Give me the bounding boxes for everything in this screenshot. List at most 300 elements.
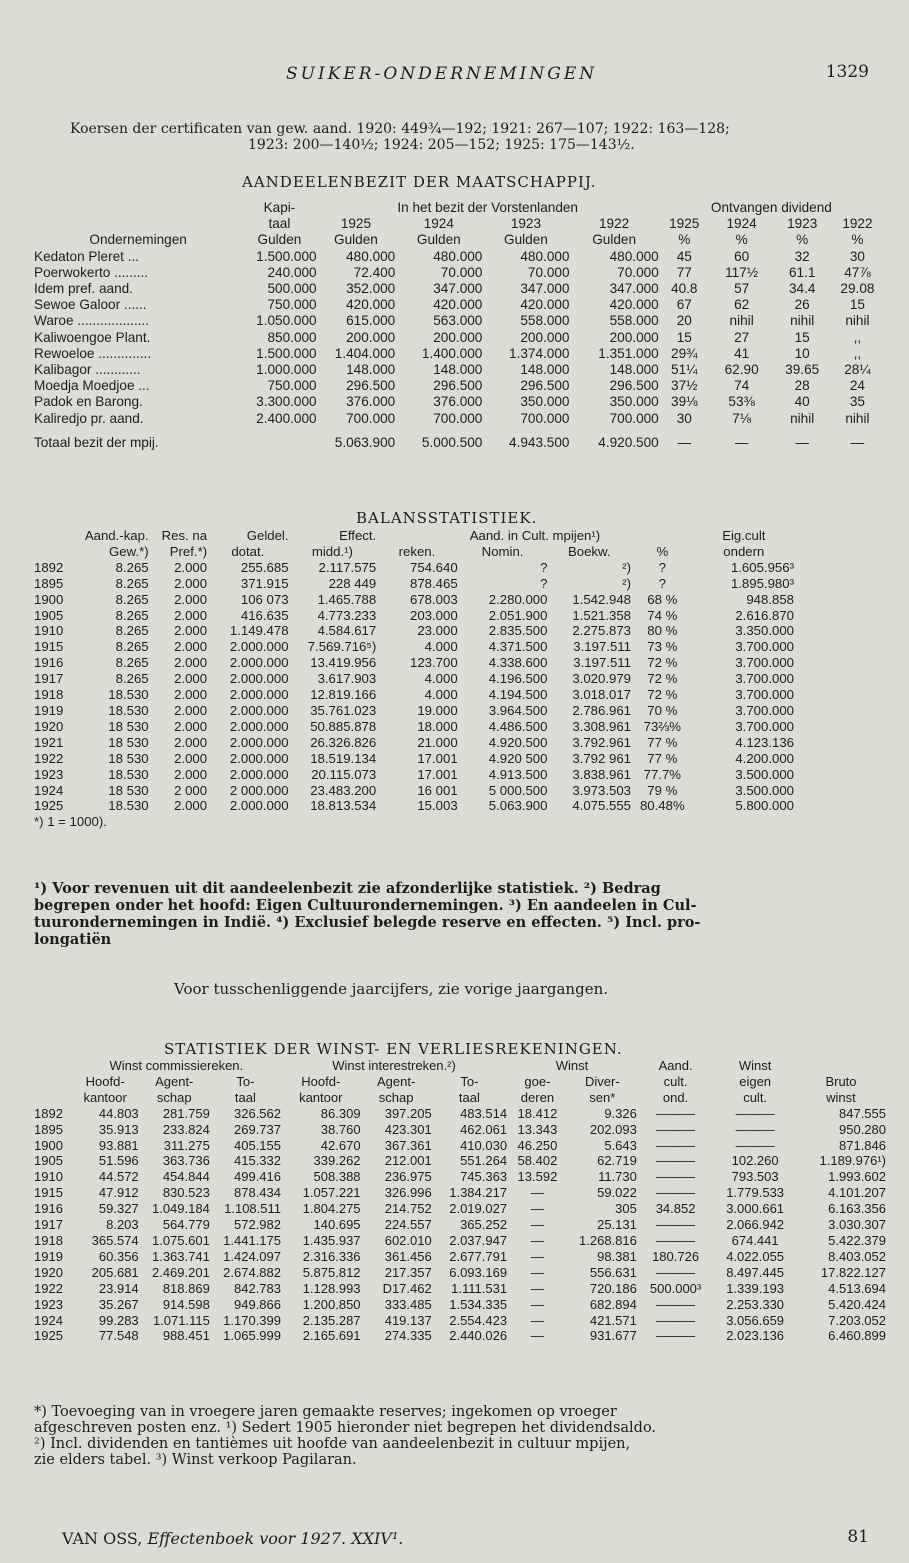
aandeelenbezit-cell: 200.000 [609,329,659,345]
aandeelenbezit-cell: Kaliwoengoe Plant. [34,329,151,345]
aandeelenbezit-cell: Moedja Moedjoe ... [34,378,150,394]
t1-h2-5: 1922 [599,216,630,232]
balans-cell: 948.858 [746,591,794,607]
balans-cell: 2.000.000 [229,766,289,782]
t2-h1-3: Geldel. [246,528,289,543]
balans-cell: 72 % [647,687,678,703]
balans-cell: ? [658,559,666,575]
aandeelenbezit-cell: 72.400 [353,264,396,280]
balans-cell: 3.617.903 [317,671,377,687]
balans-cell: 35.761.023 [310,702,377,718]
balans-cell: 2.000.000 [229,639,289,655]
winst-cell: — [530,1328,544,1344]
footnotes-balans [34,880,879,948]
winst-cell: 2.674.882 [223,1264,281,1280]
winst-cell: 842.783 [234,1280,281,1296]
winst-cell: 1918 [34,1232,63,1248]
t1-h3-0: Ondernemingen [89,232,187,248]
winst-cell: 2.165.691 [302,1328,361,1344]
balansstatistiek-rows [34,560,794,815]
balans-row [34,767,794,783]
winst-cell: 47.912 [98,1185,139,1201]
balans-cell: 8.265 [115,655,149,671]
winst-cell: 1924 [34,1312,63,1328]
balans-cell: 8.265 [115,591,149,607]
t1-total-label: Totaal bezit der mpij. [34,434,159,450]
t3-h1-winst2: Winst [738,1058,772,1073]
koersen-note-line2: 1923: 200—140½; 1924: 205—152; 1925: 175—143½. [248,137,635,153]
winst-cell: 1900 [34,1137,63,1153]
winst-rows [34,1106,886,1345]
aandeelenbezit-cell: 750.000 [267,297,317,313]
t1-h2-4: 1923 [510,216,542,232]
balans-row [34,639,794,655]
aandeelenbezit-row [34,249,884,265]
running-head [0,62,909,92]
balans-cell: 1925 [34,798,64,814]
balans-cell: 3.500.000 [735,782,794,798]
aandeelenbezit-cell: 296.500 [346,378,396,394]
balans-cell: 2.000.000 [229,750,289,766]
aandeelenbezit-cell: 61.1 [788,264,816,280]
balans-cell: 1918 [34,687,64,703]
winst-cell: 13.592 [517,1169,558,1185]
winst-header-cell: Hoofd- [301,1073,341,1089]
winst-cell: 44.803 [98,1105,139,1121]
winst-cell: 25.131 [597,1217,637,1233]
balans-cell: 21.000 [417,734,458,750]
winst-cell: 405.155 [234,1137,281,1153]
t3-h1-commissie: Winst commissiereken. [109,1058,244,1073]
aandeelenbezit-cell: 558.000 [520,313,570,329]
winst-cell: 367.361 [384,1137,432,1153]
balans-cell: 3.700.000 [735,702,794,718]
koersen-note-line1: Koersen der certificaten van gew. aand. 1920: 449¾—192; 1921: 267—107; 1922: 163—128; [70,121,730,137]
t1-total-d1924: — [734,434,749,450]
balans-cell: 2.000 [174,687,208,703]
winst-cell: 2.253.330 [726,1296,785,1312]
winst-cell: 333.485 [384,1296,432,1312]
aandeelenbezit-cell: 480.000 [433,248,483,264]
winst-row [34,1217,886,1233]
winst-row [34,1153,886,1169]
balans-cell: 8.265 [115,559,149,575]
aandeelenbezit-cell: nihil [790,410,815,426]
balans-cell: 12.819.166 [310,687,377,703]
balans-cell: 8.265 [115,639,149,655]
aandeelenbezit-cell: 148.000 [609,362,659,378]
aandeelenbezit-title: AANDEELENBEZIT DER MAATSCHAPPIJ. [242,173,597,191]
interim-note: Voor tusschenliggende jaarcijfers, zie vorige jaargangen. [174,980,608,998]
balans-cell: 2.000.000 [229,734,289,750]
winst-cell: 35.267 [98,1296,139,1312]
balans-cell: 4.123.136 [735,734,794,750]
balans-cell: 2.000 [174,559,208,575]
winst-cell: 1.065.999 [223,1328,281,1344]
aandeelenbezit-cell: 29.08 [840,281,875,297]
aandeelenbezit-cell: 376.000 [346,394,396,410]
t1-h2-6: 1925 [669,216,700,232]
winst-cell: 1915 [34,1185,63,1201]
t2-h2-4: midd.¹) [311,543,353,559]
balans-cell: 4.000 [424,687,458,703]
aandeelenbezit-cell: 15 [849,297,865,313]
t1-total-1923: 4.943.500 [509,434,570,450]
aandeelenbezit-cell: 347.000 [433,281,483,297]
aandeelenbezit-cell: 47⅞ [844,264,871,280]
balans-cell: 678.003 [410,591,458,607]
t2-h2-3: dotat. [231,543,265,559]
winst-cell: 1.339.193 [726,1280,785,1296]
footnote-line4: longatiën [34,931,112,948]
aandeelenbezit-total-row [34,435,884,451]
t1-h3-3: Gulden [416,232,461,248]
aandeelenbezit-cell: 500.000 [267,281,317,297]
winst-cell: 1.049.184 [151,1201,210,1217]
winst-header-cell: Agent- [376,1073,416,1089]
winst-cell: 1.435.937 [302,1232,361,1248]
aandeelenbezit-cell: 296.500 [433,378,483,394]
winst-cell: 462.061 [460,1121,508,1137]
aandeelenbezit-row [34,297,884,313]
winst-cell: ——— [656,1264,696,1280]
balans-cell: 2 000.000 [229,782,289,798]
footnotes-winst [34,1404,879,1468]
balans-cell: 3.792 961 [572,750,631,766]
colophon-book: Effectenboek voor 1927. [147,1529,347,1548]
t1-h2-3: 1924 [423,216,454,232]
winst-cell: 8.497.445 [726,1264,785,1280]
balans-cell: 4.371.500 [488,639,548,655]
winst-cell: 6.093.169 [449,1264,508,1280]
balans-cell: 371.915 [240,575,289,591]
winst-cell: 2.066.942 [726,1217,785,1233]
balans-cell: 23.483.200 [310,782,377,798]
aandeelenbezit-cell: 39.65 [785,362,820,378]
winst-cell: 1.268.816 [579,1232,637,1248]
aandeelenbezit-cell: 57 [734,281,750,297]
balans-cell: 4.075.555 [572,798,631,814]
winst-cell: 1.111.531 [451,1280,508,1296]
winst-cell: 1.384.217 [449,1185,508,1201]
aandeelenbezit-cell: 850.000 [267,329,317,345]
aandeelenbezit-cell: 376.000 [433,394,483,410]
aandeelenbezit-cell: 1.050.000 [256,313,317,329]
balans-cell: 2.280.000 [488,591,548,607]
page-number: 1329 [825,62,869,82]
winst-cell: 950.280 [839,1121,886,1137]
winst-cell: 202.093 [589,1121,637,1137]
t1-h3-5: Gulden [592,232,637,248]
balans-cell: 18.530 [108,702,149,718]
aandeelenbezit-cell: 117½ [725,264,759,280]
aandeelenbezit-cell: 39⅛ [671,394,698,410]
winst-cell: 483.514 [460,1105,508,1121]
aandeelenbezit-cell: nihil [845,313,870,329]
aandeelenbezit-cell: 148.000 [346,362,396,378]
balans-cell: 1900 [34,591,64,607]
aandeelenbezit-cell: 700.000 [520,410,570,426]
winst-row [34,1138,886,1154]
aandeelenbezit-cell: 20 [676,313,692,329]
winst-header-cell: schap [156,1089,192,1105]
aandeelenbezit-row [34,411,884,427]
winst-cell: 1895 [34,1121,63,1137]
balans-row [34,719,794,735]
winst-cell: 2.135.287 [302,1312,361,1328]
balans-cell: 26.326.826 [310,734,377,750]
balans-row [34,783,794,799]
balans-cell: 18.530 [108,766,149,782]
winst-cell: 988.451 [162,1328,210,1344]
aandeelenbezit-cell: 352.000 [346,281,396,297]
winst-header-cell: deren [520,1089,555,1105]
balans-cell: 1.605.956³ [730,559,794,575]
aandeelenbezit-rows [34,249,884,427]
aandeelenbezit-cell: 615.000 [346,313,396,329]
aandeelenbezit-cell: 32 [794,248,810,264]
t2-h2-9: ondern [723,543,765,559]
t2-h2-6: Nomin. [481,543,524,559]
winst-cell: 500.000³ [649,1280,702,1296]
aandeelenbezit-cell: Kalibagor ............ [34,362,141,378]
winst-cell: 7.203.052 [828,1312,886,1328]
winst-header-cell: cult. [743,1089,768,1105]
footnote-line3: tuurondernemingen in Indië. ⁴) Exclusief belegde reserve en effecten. ⁵) Incl. pro- [34,914,701,931]
aandeelenbezit-cell: 1.351.000 [598,345,659,361]
winst-cell: 745.363 [460,1169,508,1185]
winst-cell: 949.866 [234,1296,281,1312]
balans-cell: 72 % [647,671,678,687]
balans-cell: 228 449 [328,575,377,591]
balans-cell: 1892 [34,559,64,575]
winst-cell: 269.737 [234,1121,281,1137]
aandeelenbezit-cell: 27 [734,329,750,345]
aandeelenbezit-cell: 148.000 [520,362,570,378]
winst-cell: — [530,1217,544,1233]
balans-cell: 18.519.134 [310,750,377,766]
aandeelenbezit-row [34,362,884,378]
t1-h2-2: 1925 [340,216,372,232]
aandeelenbezit-cell: 40 [794,394,810,410]
winst-cell: 274.335 [384,1328,432,1344]
balans-cell: 1895 [34,575,64,591]
winst-cell: 1.534.335 [449,1296,508,1312]
t2-h1-8: Eig.cult [722,528,766,543]
aandeelenbezit-cell: 62 [734,297,750,313]
aandeelenbezit-cell: nihil [729,313,754,329]
t2-h1-4: Effect. [339,528,377,543]
balans-cell: 77 % [647,750,678,766]
winst-cell: 44.572 [98,1169,139,1185]
balans-cell: 18.530 [108,798,149,814]
aandeelenbezit-cell: 34.4 [788,281,816,297]
winst-cell: 18.412 [517,1105,558,1121]
balans-cell: 4.584.617 [317,623,377,639]
balans-cell: 79 % [647,782,678,798]
balans-cell: 18.000 [417,718,458,734]
winst-cell: 46.250 [517,1137,558,1153]
aandeelenbezit-cell: 70.000 [440,264,483,280]
t2-h2-8: % [656,543,669,559]
balans-cell: 72 % [647,655,678,671]
balans-cell: 77 % [647,734,678,750]
winst-cell: — [530,1248,544,1264]
winst-header-row [34,1074,886,1090]
winst-cell: 1923 [34,1296,63,1312]
balans-cell: 2.616.870 [735,607,794,623]
aandeelenbezit-cell: 1.500.000 [256,248,317,264]
balans-row [34,655,794,671]
balans-cell: 2.000 [174,575,208,591]
aandeelenbezit-cell: 350.000 [520,394,570,410]
winst-cell: 397.205 [384,1105,432,1121]
winst-cell: ——— [656,1328,696,1344]
balans-cell: 3.700.000 [735,671,794,687]
winst-row [34,1233,886,1249]
winst-row [34,1265,886,1281]
winst-cell: 365.252 [460,1217,508,1233]
winst-cell: 224.557 [384,1217,432,1233]
aandeelenbezit-cell: Idem pref. aand. [34,281,133,297]
winst-header-cell: schap [378,1089,414,1105]
balans-cell: 77.7% [643,766,682,782]
winst-cell: 3.000.661 [726,1201,785,1217]
winst-cell: 4.022.055 [726,1248,785,1264]
winst-row [34,1185,886,1201]
balans-cell: 1922 [34,750,64,766]
balans-cell: 4.773.233 [317,607,377,623]
balans-cell: 80.48% [639,798,685,814]
aandeelenbezit-cell: Padok en Barong. [34,394,143,410]
aandeelenbezit-cell: Rewoeloe .............. [34,345,152,361]
winst-cell: 847.555 [839,1105,886,1121]
balans-cell: 7.569.716⁵) [307,639,377,655]
winst-cell: 419.137 [384,1312,432,1328]
winst-cell: 421.571 [589,1312,637,1328]
winst-cell: 564.779 [162,1217,210,1233]
balans-cell: 203.000 [410,607,458,623]
balans-row [34,592,794,608]
balans-cell: 1921 [34,734,64,750]
balans-cell: 50.885.878 [310,718,377,734]
aandeelenbezit-cell: 15 [676,329,692,345]
balans-cell: 18 530 [108,734,149,750]
balans-row [34,735,794,751]
aandeelenbezit-cell: 24 [849,378,865,394]
aandeelenbezit-row [34,313,884,329]
aandeelenbezit-cell: 347.000 [609,281,659,297]
t2-h1-5: Aand. in Cult. mpijen¹) [469,528,601,543]
balans-cell: 2.000.000 [229,655,289,671]
aandeelenbezit-cell: 70.000 [617,264,659,280]
balans-cell: 1923 [34,766,64,782]
balans-cell: 1905 [34,607,64,623]
winst-cell: 830.523 [162,1185,210,1201]
t1-total-d1922: — [850,434,865,450]
aandeelenbezit-cell: 480.000 [346,248,396,264]
t2-h2-0 [34,544,82,560]
aandeelenbezit-cell: 148.000 [433,362,483,378]
winst-cell: 3.030.307 [828,1217,886,1233]
winst-cell: 410.030 [460,1137,508,1153]
footnote-line1: ¹) Voor revenuen uit dit aandeelenbezit zie afzonderlijke statistiek. ²) Bedrag [34,880,661,897]
t1-h2-7: 1924 [726,216,757,232]
aandeelenbezit-cell: 1.400.000 [421,345,483,361]
balans-cell: 8.265 [115,623,149,639]
aandeelenbezit-cell: 350.000 [609,394,659,410]
winst-cell: 4.513.694 [828,1280,886,1296]
winst-cell: 305 [615,1201,637,1217]
aandeelenbezit-cell: 45 [676,248,692,264]
winst-cell: 454.844 [162,1169,210,1185]
winst-cell: ——— [656,1312,696,1328]
aandeelenbezit-cell: 3.300.000 [256,394,317,410]
balans-cell: 2.786.961 [572,702,631,718]
balans-row [34,671,794,687]
balans-row [34,687,794,703]
winst-header-cell: goe- [524,1073,551,1089]
winst-cell: 2.677.791 [449,1248,508,1264]
balans-cell: 2.000 [174,718,208,734]
winst-cell: 793.503 [731,1169,779,1185]
balans-cell: 80 % [647,623,678,639]
winst-cell: 572.982 [234,1217,281,1233]
winst-cell: 682.894 [589,1296,637,1312]
balans-cell: ? [540,559,548,575]
balans-cell: 18 530 [108,750,149,766]
balans-cell: 1.465.788 [317,591,377,607]
winst-cell: 5.875.812 [302,1264,361,1280]
t1-total-d1925: — [677,434,692,450]
balans-cell: 1915 [34,639,64,655]
aandeelenbezit-cell: 200.000 [346,329,396,345]
balans-row [34,560,794,576]
winst-row [34,1249,886,1265]
t2-note: *) 1 = 1000). [34,814,107,830]
winst-cell: 13.343 [517,1121,558,1137]
balans-cell: 70 % [647,702,678,718]
winst-header-cell: eigen [739,1073,772,1089]
aandeelenbezit-cell: 37½ [671,378,698,394]
aandeelenbezit-cell: 700.000 [433,410,483,426]
aandeelenbezit-cell: 70.000 [527,264,570,280]
balans-row [34,623,794,639]
balans-cell: 3.964.500 [488,702,548,718]
winst-cell: 415.332 [234,1153,281,1169]
winst-cell: 217.357 [384,1264,432,1280]
winst-cell: 931.677 [589,1328,637,1344]
winst-cell: 361.456 [384,1248,432,1264]
winst-table [34,1058,886,1344]
t3-h1-winst: Winst [555,1058,589,1073]
winst-cell: 205.681 [91,1264,139,1280]
aandeelenbezit-cell: 35 [849,394,865,410]
aandeelenbezit-cell: 420.000 [433,297,483,313]
winst-cell: ——— [656,1153,696,1169]
winst-cell: 326.562 [234,1105,281,1121]
balans-cell: 4.200.000 [735,750,794,766]
aandeelenbezit-cell: 10 [794,345,810,361]
winst-row [34,1169,886,1185]
winst-cell: 1916 [34,1201,63,1217]
balans-cell: 1917 [34,671,64,687]
aandeelenbezit-cell: 700.000 [346,410,396,426]
winst-cell: D17.462 [382,1280,432,1296]
winst-cell: 59.327 [98,1201,139,1217]
winst-cell: 878.434 [234,1185,281,1201]
balans-cell: 8.265 [115,607,149,623]
